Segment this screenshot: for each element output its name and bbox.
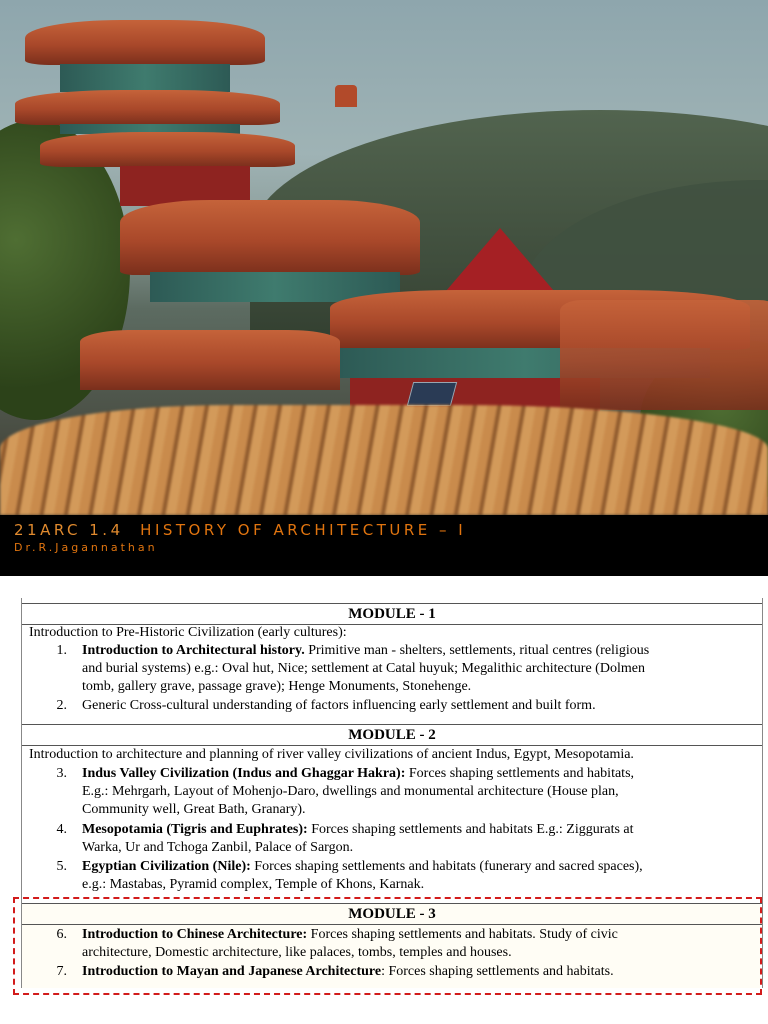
item-heading: Indus Valley Civilization (Indus and Ghaggar Hakra):: [82, 766, 406, 781]
module-3-highlight-box: [13, 897, 762, 995]
item-text: tomb, gallery grave, passage grave); Henge Monuments, Stonehenge.: [82, 679, 472, 695]
red-gable: [440, 228, 560, 298]
module-2-item-5: [82, 858, 762, 894]
item-number: 5.: [56, 859, 67, 874]
item-number: 7.: [56, 964, 67, 979]
course-code: 21ARC 1.4: [14, 521, 124, 539]
item-text: E.g.: Mehrgarh, Layout of Mohenjo-Daro, dwellings and monumental architecture (House plan,: [82, 784, 619, 800]
item-heading: Mesopotamia (Tigris and Euphrates):: [82, 822, 308, 837]
item-number: 3.: [56, 766, 67, 781]
pagoda-beam: [60, 64, 230, 92]
item-number: 4.: [56, 822, 67, 837]
module-2-intro: Introduction to architecture and planning of river valley civilizations of ancient Indus, Egypt, Mesopotamia.: [29, 747, 634, 762]
course-title: [14, 521, 466, 539]
item-text: Community well, Great Bath, Granary).: [82, 802, 306, 818]
item-text: Forces shaping settlements and habitats,: [405, 766, 635, 781]
pagoda-roof-top: [25, 20, 265, 65]
pagoda-roof-middle: [15, 90, 280, 125]
module-1-item-1: [82, 642, 762, 697]
item-text: and burial systems) e.g.: Oval hut, Nice; settlement at Catal huyuk; Megalithic architecture (Dolmen: [82, 661, 645, 677]
item-text: Primitive man - shelters, settlements, ritual centres (religious: [304, 643, 650, 658]
module-2-item-3: [82, 765, 762, 820]
item-text: e.g.: Mastabas, Pyramid complex, Temple of Khons, Karnak.: [82, 877, 425, 893]
item-heading: Egyptian Civilization (Nile):: [82, 859, 251, 874]
item-heading: Introduction to Mayan and Japanese Architecture: [82, 964, 382, 979]
course-name: HISTORY OF ARCHITECTURE – I: [140, 521, 467, 539]
module-3-heading: MODULE - 3: [22, 903, 762, 925]
item-text: Forces shaping settlements and habitats. Study of civic: [307, 927, 618, 942]
item-heading: Introduction to Architectural history.: [82, 643, 305, 658]
item-number: 6.: [56, 927, 67, 942]
solar-panel: [407, 382, 457, 406]
pagoda-roof-lower: [40, 132, 295, 167]
foreground-roof-tiles: [0, 405, 768, 515]
item-text: Forces shaping settlements and habitats E.g.: Ziggurats at: [307, 822, 634, 837]
item-number: 2.: [56, 698, 67, 713]
module-2-heading: MODULE - 2: [22, 724, 762, 746]
module-1-item-2: [82, 697, 762, 715]
instructor-name: Dr.R.Jagannathan: [14, 541, 158, 554]
item-text: Forces shaping settlements and habitats (funerary and sacred spaces),: [250, 859, 643, 874]
item-text: Warka, Ur and Tchoga Zanbil, Palace of Sargon.: [82, 840, 354, 856]
module-2-item-4: [82, 821, 762, 857]
module-1-heading: MODULE - 1: [22, 603, 762, 625]
hilltop-pagoda: [335, 85, 357, 107]
item-text: Generic Cross-cultural understanding of factors influencing early settlement and built form.: [82, 698, 596, 713]
right-roof: [560, 300, 768, 410]
item-text: : Forces shaping settlements and habitats.: [381, 964, 614, 979]
hall-roof: [120, 200, 420, 275]
item-heading: Introduction to Chinese Architecture:: [82, 927, 308, 942]
module-1-intro: Introduction to Pre-Historic Civilization (early cultures):: [29, 625, 347, 640]
side-roof: [80, 330, 340, 390]
item-text: architecture, Domestic architecture, like palaces, tombs, temples and houses.: [82, 945, 512, 961]
item-number: 1.: [56, 643, 67, 658]
